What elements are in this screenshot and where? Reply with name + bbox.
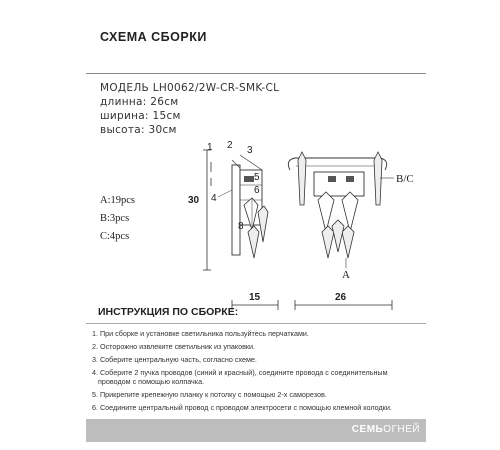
- spec-width: ширина: 15см: [100, 110, 181, 122]
- legend-b: B:3pcs: [100, 213, 130, 224]
- instruction-step-4: 4. Соберите 2 пучка проводов (синий и красный), соедините провода с соединительным: [92, 368, 388, 377]
- depth-dim-label: 15: [249, 292, 261, 303]
- instruction-step-5: 5. Прикрепите крепежную планку к потолку с помощью 2-х саморезов.: [92, 390, 327, 399]
- label-a: A: [342, 269, 350, 281]
- brand-bold: СЕМЬ: [351, 424, 384, 435]
- brand-logo: [352, 424, 420, 435]
- width-dim-label: 26: [335, 292, 347, 303]
- height-dimension: [188, 150, 211, 270]
- instruction-step-3: 3. Соберите центральную часть, согласно схеме.: [92, 355, 257, 364]
- width-dimension: [295, 292, 392, 310]
- part-label-1: 1: [207, 142, 213, 153]
- legend-a: A:19pcs: [100, 195, 135, 206]
- page-title: СХЕМА СБОРКИ: [100, 30, 207, 44]
- instruction-step-4-cont: проводом с помощью колпачка.: [98, 377, 205, 386]
- instructions-divider: [86, 323, 426, 324]
- instructions-title: ИНСТРУКЦИЯ ПО СБОРКЕ:: [98, 306, 239, 318]
- brand-light: ОГНЕЙ: [383, 424, 420, 435]
- height-dim-label: 30: [188, 195, 200, 206]
- instruction-step-2: 2. Осторожно извлеките светильник из упаковки.: [92, 342, 256, 351]
- side-view: [207, 140, 268, 258]
- footer-bar: [86, 419, 426, 442]
- label-bc: B/C: [396, 173, 414, 185]
- part-label-4: 4: [211, 193, 217, 204]
- legend-c: C:4pcs: [100, 231, 130, 242]
- part-label-3: 3: [247, 145, 253, 156]
- spec-length: длинна: 26см: [100, 96, 179, 108]
- instruction-step-6: 6. Соедините центральный провод с проводом электросети с помощью клемной колодки.: [92, 403, 392, 412]
- part-label-8: 8: [238, 221, 244, 232]
- spec-height: высота: 30см: [100, 124, 177, 136]
- instruction-step-1: 1. При сборке и установке светильника пользуйтесь перчатками.: [92, 329, 309, 338]
- part-label-2: 2: [227, 140, 233, 151]
- depth-dimension: [232, 292, 278, 310]
- part-label-5: 5: [254, 172, 260, 183]
- model-name: МОДЕЛЬ LH0062/2W-CR-SMK-CL: [100, 82, 280, 94]
- part-label-6: 6: [254, 185, 260, 196]
- front-view: [288, 152, 413, 281]
